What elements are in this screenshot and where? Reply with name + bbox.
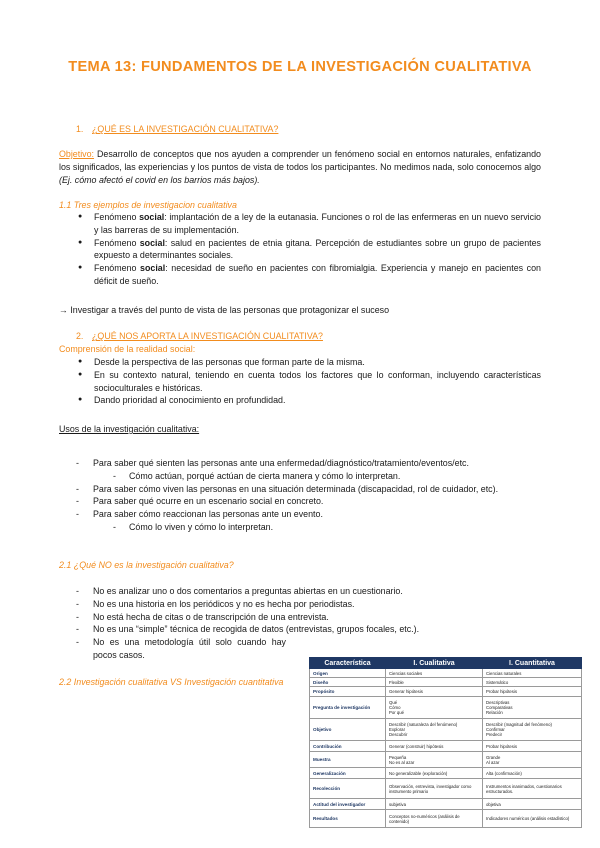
table-cell: Instrumentos inanimados, cuestionarios estructurados. [483, 779, 582, 799]
no-es-list [76, 585, 541, 662]
objetivo-label: Objetivo: [59, 149, 95, 159]
usos-item: - Para saber qué ocurre en un escenario social en concreto. [76, 495, 541, 508]
table-cell: Describir (naturaleza del fenómeno) Explorar Descubrir [386, 719, 483, 741]
section-1-1-heading: 1.1 Tres ejemplos de investigacion cualitativa [59, 200, 237, 210]
document-title: TEMA 13: FUNDAMENTOS DE LA INVESTIGACIÓN CUALITATIVA [68, 59, 532, 75]
table-cell: objetiva [483, 799, 582, 810]
table-cell: Flexible [386, 678, 483, 687]
usos-item: - Para saber cómo viven las personas en una situación determinada (discapacidad, rol de cuidador, etc). [76, 483, 541, 496]
usos-subitem: - Cómo actúan, porqué actúan de cierta manera y cómo lo interpretan. [76, 470, 541, 483]
table-row [310, 678, 582, 687]
table-cell: No generalizable (exploración) [386, 768, 483, 779]
table-cell: Generar hipótesis [386, 687, 483, 697]
arrow-note: → Investigar a través del punto de vista de las personas que protagonizar el suceso [59, 305, 390, 315]
usos-list [76, 457, 541, 534]
example-prefix: Fenómeno [94, 263, 141, 274]
example-text: : necesidad de sueño en pacientes con fibromialgia. Experiencia y manejo en pacientes con déficit de sueño. [94, 263, 541, 286]
table-row [310, 741, 582, 752]
table-row [310, 697, 582, 719]
table-cell: Descriptivas Comparativas Relación [483, 697, 582, 719]
table-cell: Ciencias naturales [483, 669, 582, 678]
table-cell: Muestra [310, 752, 386, 768]
table-cell: Alta (confirmación) [483, 768, 582, 779]
table-cell: Objetivo [310, 719, 386, 741]
table-cell: Qué Cómo Por qué [386, 697, 483, 719]
table-cell: Pequeña No es al azar [386, 752, 483, 768]
realidad-item: ● Desde la perspectiva de las personas que forman parte de la misma. [78, 356, 541, 369]
section-2-2-heading: 2.2 Investigación cualitativa VS Investigación cuantitativa [59, 677, 284, 687]
usos-subitem: - Cómo lo viven y cómo lo interpretan. [76, 521, 541, 534]
table-cell: Generalización [310, 768, 386, 779]
usos-heading: Usos de la investigación cualitativa: [59, 424, 200, 434]
table-row [310, 752, 582, 768]
no-es-item: - No es analizar uno o dos comentarios a preguntas abiertas en un cuestionario. [76, 585, 541, 598]
table-cell: subjetiva [386, 799, 483, 810]
table-cell: Propósito [310, 687, 386, 697]
example-bold: social [140, 263, 166, 274]
table-cell: Describir (magnitud del fenómeno) Confirmar Predecir [483, 719, 582, 741]
table-header-cell: I. Cuantitativa [483, 658, 582, 669]
no-es-item: - No es una metodología útil solo cuando hay pocos casos. [76, 636, 286, 662]
usos-item: - Para saber cómo reaccionan las personas ante un evento. [76, 508, 541, 521]
table-row [310, 779, 582, 799]
table-row [310, 687, 582, 697]
section-1-number: 1. [76, 124, 84, 134]
table-header-cell: I. Cualitativa [386, 658, 483, 669]
table-cell: Recolección [310, 779, 386, 799]
table-cell: Grande Al azar [483, 752, 582, 768]
table-cell: Origen [310, 669, 386, 678]
table-cell: Pregunta de investigación [310, 697, 386, 719]
objetivo-text: Desarrollo de conceptos que nos ayuden a comprender un fenómeno social en entornos naturales, enfatizando los significados, las experiencias y los puntos de vista de todos los participantes. No medimos nada, solo conocemos algo [59, 149, 541, 172]
table-cell: Probar hipótesis [483, 687, 582, 697]
example-prefix: Fenómeno [94, 212, 140, 222]
table-header-row [310, 658, 582, 669]
objetivo-paragraph [59, 148, 541, 186]
table-cell: Observación, entrevista, investigador como instrumento primario [386, 779, 483, 799]
section-2-heading [76, 330, 323, 342]
example-text: : salud en pacientes de etnia gitana. Percepción de estudiantes sobre un grupo de pacientes expuesto a determinantes sociales. [94, 237, 541, 261]
table-cell: Conceptos no-numéricos (análisis de contenido) [386, 810, 483, 828]
examples-list [78, 211, 541, 288]
section-2-1-heading: 2.1 ¿Qué NO es la investigación cualitativa? [59, 560, 234, 570]
section-2-subheading: Comprensión de la realidad social: [59, 344, 196, 354]
table-cell: Diseño [310, 678, 386, 687]
table-row [310, 810, 582, 828]
table-row [310, 669, 582, 678]
realidad-item: ● Dando prioridad al conocimiento en profundidad. [78, 394, 541, 407]
section-1-heading [76, 123, 278, 135]
example-item [78, 262, 541, 288]
example-bold: social [139, 237, 165, 248]
example-item [78, 237, 541, 263]
section-2-number: 2. [76, 331, 84, 341]
comparison-table [309, 657, 582, 828]
table-cell: Actitud del investigador [310, 799, 386, 810]
table-cell: Generar (construir) hipótesis [386, 741, 483, 752]
table-cell: Ciencias sociales [386, 669, 483, 678]
example-bold: social [139, 212, 165, 222]
usos-item: - Para saber qué sienten las personas ante una enfermedad/diagnóstico/tratamiento/eventos/etc. [76, 457, 541, 470]
objetivo-example: (Ej. cómo afectó el covid en los barrios más bajos). [59, 174, 260, 185]
no-es-item: - No es una “simple” técnica de recogida de datos (entrevistas, grupos focales, etc.). [76, 623, 541, 636]
table-header-cell: Característica [310, 658, 386, 669]
table-cell: Contribución [310, 741, 386, 752]
realidad-item: ● En su contexto natural, teniendo en cuenta todos los factores que lo conforman, incluyendo características socioculturales e históricas. [78, 369, 541, 395]
section-2-title: ¿QUÉ NOS APORTA LA INVESTIGACIÓN CUALITATIVA? [92, 331, 323, 341]
no-es-item: - No es una historia en los periódicos y no es hecha por periodistas. [76, 598, 541, 611]
table-cell: Probar hipótesis [483, 741, 582, 752]
example-prefix: Fenómeno [94, 237, 140, 248]
table-row [310, 719, 582, 741]
table-row [310, 768, 582, 779]
example-text: : implantación de a ley de la eutanasia. Funciones o rol de las enfermeras en un nuevo servicio y las barreras de su implementación. [94, 212, 541, 235]
table-row [310, 799, 582, 810]
no-es-item: - No está hecha de citas o de transcripción de una entrevista. [76, 611, 541, 624]
table-cell: Indicadores numéricos (análisis estadístico) [483, 810, 582, 828]
realidad-list [78, 356, 541, 407]
table-cell: Sistemático [483, 678, 582, 687]
section-1-title: ¿QUÉ ES LA INVESTIGACIÓN CUALITATIVA? [92, 124, 279, 134]
example-item [78, 211, 541, 237]
table-cell: Resultados [310, 810, 386, 828]
